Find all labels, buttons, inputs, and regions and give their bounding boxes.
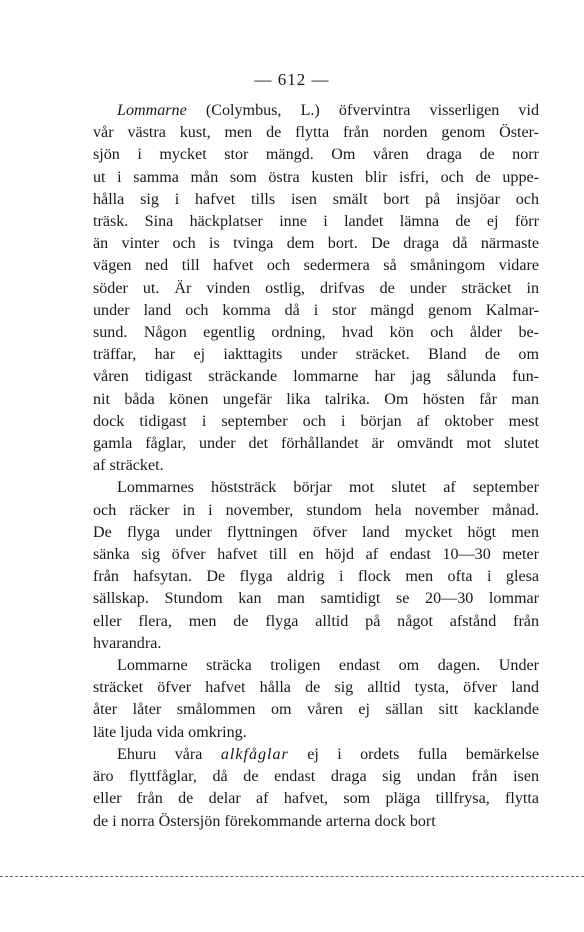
text-run: Lommarne sträcka troligen endast om dagen. Under <box>117 657 539 675</box>
text-run: och räcker in i november, stundom hela november månad. <box>93 501 539 519</box>
text-run: träffar, har ej iakttagits under sträcket. Bland de om <box>93 346 539 364</box>
text-run: de i norra Östersjön förekommande arterna dock bort <box>93 812 436 830</box>
paragraph <box>93 100 539 477</box>
text-line <box>93 766 539 788</box>
text-line <box>93 189 539 211</box>
text-line <box>93 255 539 277</box>
text-run: hvarandra. <box>93 634 162 652</box>
text-run: dock tidigast i september och i början af oktober mest <box>93 412 539 430</box>
text-line <box>93 411 539 433</box>
text-line <box>93 211 539 233</box>
text-run: söder ut. Är vinden ostlig, drifvas de under sträcket in <box>93 279 539 297</box>
text-line <box>93 477 539 499</box>
text-line <box>93 433 539 455</box>
text-line <box>93 322 539 344</box>
text-line <box>93 588 539 610</box>
text-run: (Colymbus, L.) öfvervintra visserligen vid <box>186 102 539 119</box>
text-run: De flyga under flyttningen öfver land mycket högt men <box>93 523 539 541</box>
text-line <box>93 566 539 588</box>
paragraph <box>93 744 539 833</box>
page-bottom-rule <box>0 876 584 877</box>
text-line <box>93 744 539 766</box>
text-line <box>93 811 539 833</box>
text-run: sjön i mycket stor mängd. Om våren draga de norr <box>93 146 539 164</box>
text-run: Lommarnes höststräck börjar mot slutet af september <box>117 479 539 497</box>
text-run: vägen ned till hafvet och sedermera så småningom vidare <box>93 257 539 275</box>
text-run: ut i samma mån som östra kusten blir isfri, och de uppe- <box>93 168 539 186</box>
text-run: träsk. Sina häckplatser inne i landet lämna de ej förr <box>93 213 539 231</box>
text-line <box>93 677 539 699</box>
text-line <box>93 500 539 522</box>
body-text <box>93 100 539 833</box>
text-run: under land och komma då i stor mängd genom Kalmar- <box>93 301 539 319</box>
text-run: af sträcket. <box>93 457 164 475</box>
paragraph <box>93 477 539 655</box>
text-run: eller flera, men de flyga alltid på något afstånd från <box>93 612 539 630</box>
text-run: eller från de delar af hafvet, som pläga tillfrysa, flytta <box>93 790 539 808</box>
emphasized-text: alkfåglar <box>220 745 289 763</box>
text-run: hålla sig i hafvet tills isen smält bort på insjöar och <box>93 190 539 208</box>
text-line <box>93 233 539 255</box>
text-line <box>93 144 539 166</box>
text-line <box>93 699 539 721</box>
text-line <box>93 611 539 633</box>
text-line <box>93 633 539 655</box>
text-run: sällskap. Stundom kan man samtidigt se 20—30 lommar <box>93 590 539 608</box>
text-line <box>93 655 539 677</box>
text-line <box>93 788 539 810</box>
text-line <box>93 389 539 411</box>
text-line <box>93 344 539 366</box>
text-line <box>93 544 539 566</box>
text-line <box>93 522 539 544</box>
text-line <box>93 722 539 744</box>
text-run: gamla fåglar, under det förhållandet är omvändt mot slutet <box>93 435 539 453</box>
text-run: nit båda könen ungefär lika talrika. Om hösten får man <box>93 390 539 408</box>
text-run: sänka sig öfver hafvet till en höjd af endast 10—30 meter <box>93 546 539 564</box>
text-run: äro flyttfåglar, då de endast draga sig undan från isen <box>93 768 539 786</box>
text-line <box>93 278 539 300</box>
text-line <box>93 366 539 388</box>
text-run: sund. Någon egentlig ordning, hvad kön och ålder be- <box>93 324 539 342</box>
text-line <box>93 122 539 144</box>
text-line <box>93 167 539 189</box>
text-run: vår västra kust, men de flytta från norden genom Öster- <box>93 124 539 142</box>
text-run: läte ljuda vida omkring. <box>93 723 247 741</box>
text-run: ej i ordets fulla bemärkelse <box>288 745 539 763</box>
paragraph <box>93 655 539 744</box>
text-line <box>93 300 539 322</box>
text-run: åter låter smålommen om våren ej sällan sitt kacklande <box>93 701 539 719</box>
text-run: från hafsytan. De flyga aldrig i flock men ofta i glesa <box>93 568 539 586</box>
text-run: våren tidigast sträckande lommarne har jag sålunda fun- <box>93 368 539 386</box>
text-line <box>93 455 539 477</box>
text-run: sträcket öfver hafvet hålla de sig alltid tysta, öfver land <box>93 679 539 697</box>
text-run: Ehuru våra <box>117 745 221 763</box>
text-run: än vinter och is tvinga dem bort. De draga då närmaste <box>93 235 539 253</box>
page-number: — 612 — <box>254 70 330 89</box>
emphasized-text: Lommarne <box>117 102 187 119</box>
text-line <box>93 100 539 122</box>
